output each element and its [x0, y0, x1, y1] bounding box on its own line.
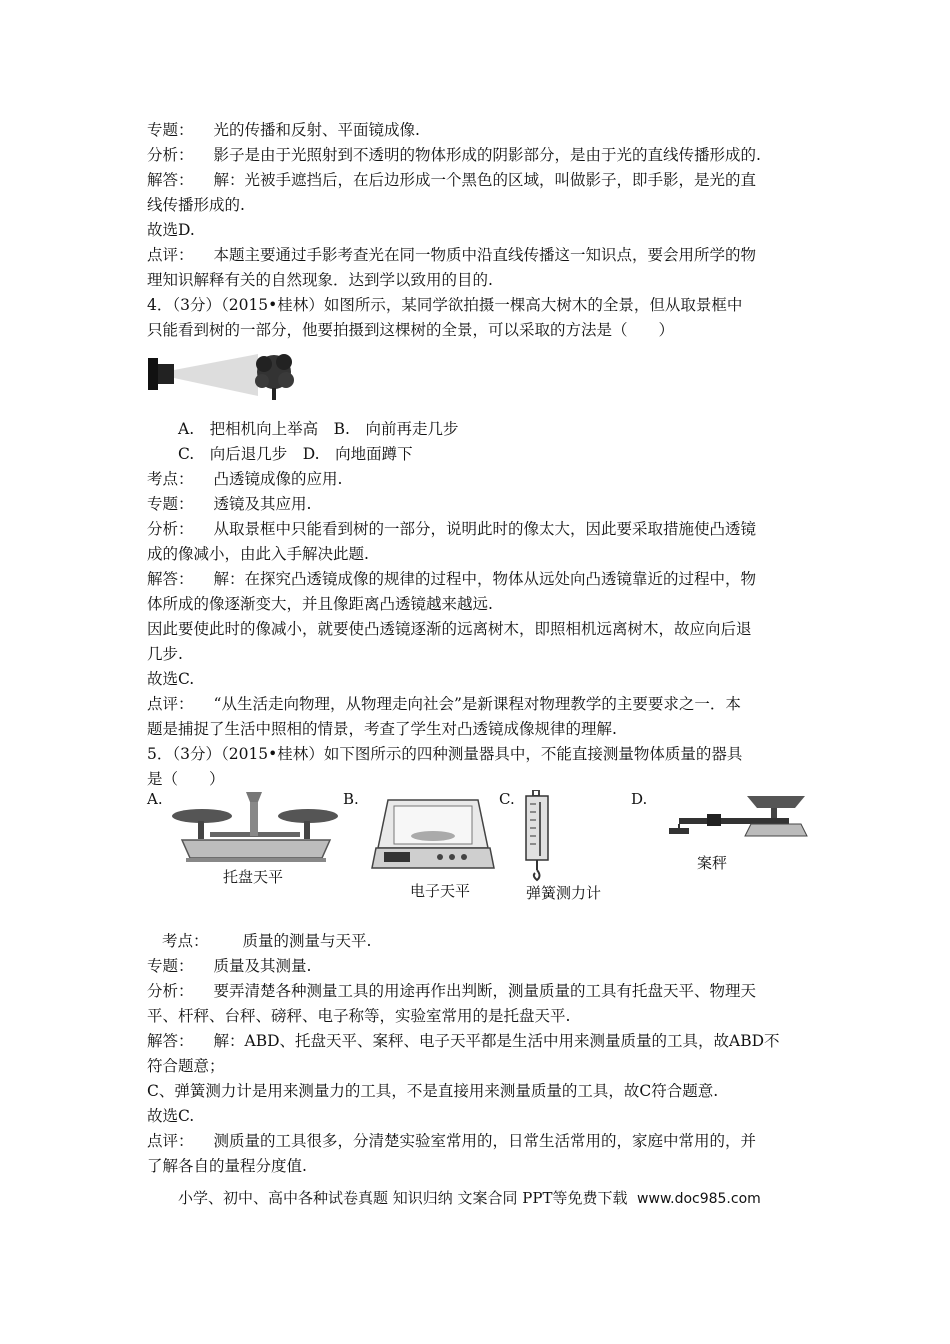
s1-zhuanti: 专题： 光的传播和反射、平面镜成像. — [147, 121, 420, 139]
tray-balance-icon — [170, 788, 340, 866]
q4-fenxi-1: 分析： 从取景框中只能看到树的一部分，说明此时的像太大，因此要采取措施使凸透镜 — [147, 520, 757, 538]
footer-url-link[interactable]: www.doc985.com — [637, 1191, 761, 1207]
camera-body — [148, 358, 158, 390]
q5-stem-1: 5．（3分）（2015•桂林）如下图所示的四种测量器具中，不能直接测量物体质量的器具 — [147, 745, 743, 763]
tree-icon — [255, 354, 294, 400]
q4-options-cd — [178, 444, 413, 464]
q4-stem-2: 只能看到树的一部分，他要拍摄到这棵树的全景，可以采取的方法是（ ） — [147, 321, 675, 339]
q4-option-d[interactable]: D. 向地面蹲下 — [302, 445, 413, 463]
q4-jieda-3: 因此要使此时的像减小，就要使凸透镜逐渐的远离树木，即照相机远离树木，故应向后退 — [147, 620, 752, 638]
q4-options-ab — [178, 419, 458, 439]
q5-fenxi-1: 分析： 要弄清楚各种测量工具的用途再作出判断，测量质量的工具有托盘天平、物理天 — [147, 982, 757, 1000]
q5-jieda-3: C、弹簧测力计是用来测量力的工具，不是直接用来测量质量的工具，故C符合题意. — [147, 1082, 719, 1100]
s1-guxuan: 故选D. — [147, 221, 195, 239]
s1-jieda-1: 解答： 解：光被手遮挡后，在后边形成一个黑色的区域，叫做影子，即手影，是光的直 — [147, 171, 757, 189]
s1-jieda-2: 线传播形成的. — [147, 196, 245, 214]
s1-fenxi: 分析： 影子是由于光照射到不透明的物体形成的阴影部分，是由于光的直线传播形成的. — [147, 146, 761, 164]
q5-dianping-2: 了解各自的量程分度值. — [147, 1157, 307, 1175]
q5-fenxi-2: 平、杆秤、台秤、磅秤、电子称等，实验室常用的是托盘天平. — [147, 1007, 571, 1025]
q4-dianping-2: 题是捕捉了生活中照相的情景，考查了学生对凸透镜成像规律的理解. — [147, 720, 617, 738]
platform-scale-icon — [655, 788, 810, 848]
q4-kaodian: 考点： 凸透镜成像的应用. — [147, 470, 343, 488]
q4-option-b[interactable]: B. 向前再走几步 — [333, 420, 459, 438]
q5-letter-b[interactable]: B. — [343, 790, 359, 808]
q5-jieda-1: 解答： 解：ABD、托盘天平、案秤、电子天平都是生活中用来测量质量的工具，故ABD不 — [147, 1032, 780, 1050]
s1-dianping-1: 点评： 本题主要通过手影考查光在同一物质中沿直线传播这一知识点，要会用所学的物 — [147, 246, 757, 264]
footer — [178, 1187, 761, 1208]
q4-option-c[interactable]: C. 向后退几步 — [178, 445, 288, 463]
spring-scale-icon — [520, 790, 560, 882]
q5-kaodian: 考点： 质量的测量与天平. — [162, 932, 372, 950]
q4-jieda-1: 解答： 解：在探究凸透镜成像的规律的过程中，物体从远处向凸透镜靠近的过程中，物 — [147, 570, 757, 588]
q5-caption-c: 弹簧测力计 — [526, 884, 602, 902]
q5-letter-a[interactable]: A. — [147, 790, 163, 808]
electronic-balance-icon — [370, 790, 495, 880]
q4-fenxi-2: 成的像减小，由此入手解决此题. — [147, 545, 369, 563]
q4-jieda-4: 几步. — [147, 645, 183, 663]
q5-letter-d[interactable]: D. — [631, 790, 648, 808]
s1-dianping-2: 理知识解释有关的自然现象．达到学以致用的目的. — [147, 271, 493, 289]
q4-option-a[interactable]: A. 把相机向上举高 — [178, 420, 319, 438]
q5-caption-b: 电子天平 — [410, 882, 471, 900]
q5-jieda-2: 符合题意； — [147, 1057, 225, 1075]
q5-zhuanti: 专题： 质量及其测量. — [147, 957, 312, 975]
q5-caption-d: 案秤 — [697, 854, 728, 872]
camera-tree-figure — [146, 348, 296, 404]
q4-dianping-1: 点评： “从生活走向物理，从物理走向社会”是新课程对物理教学的主要要求之一．本 — [147, 695, 741, 713]
q4-jieda-2: 体所成的像逐渐变大，并且像距离凸透镜越来越远. — [147, 595, 493, 613]
footer-text: 小学、初中、高中各种试卷真题 知识归纳 文案合同 PPT等免费下载 — [178, 1189, 628, 1207]
q5-dianping-1: 点评： 测质量的工具很多，分清楚实验室常用的，日常生活常用的，家庭中常用的，并 — [147, 1132, 757, 1150]
camera-lens — [158, 364, 174, 384]
q4-stem-1: 4．（3分）（2015•桂林）如图所示，某同学欲拍摄一棵高大树木的全景，但从取景框中 — [147, 296, 743, 314]
q5-letter-c[interactable]: C. — [499, 790, 515, 808]
q5-caption-a: 托盘天平 — [223, 868, 284, 886]
q5-stem-2: 是（ ） — [147, 770, 225, 788]
q4-guxuan: 故选C. — [147, 670, 195, 688]
view-cone — [174, 354, 258, 396]
q4-zhuanti: 专题： 透镜及其应用. — [147, 495, 312, 513]
q5-guxuan: 故选C. — [147, 1107, 195, 1125]
